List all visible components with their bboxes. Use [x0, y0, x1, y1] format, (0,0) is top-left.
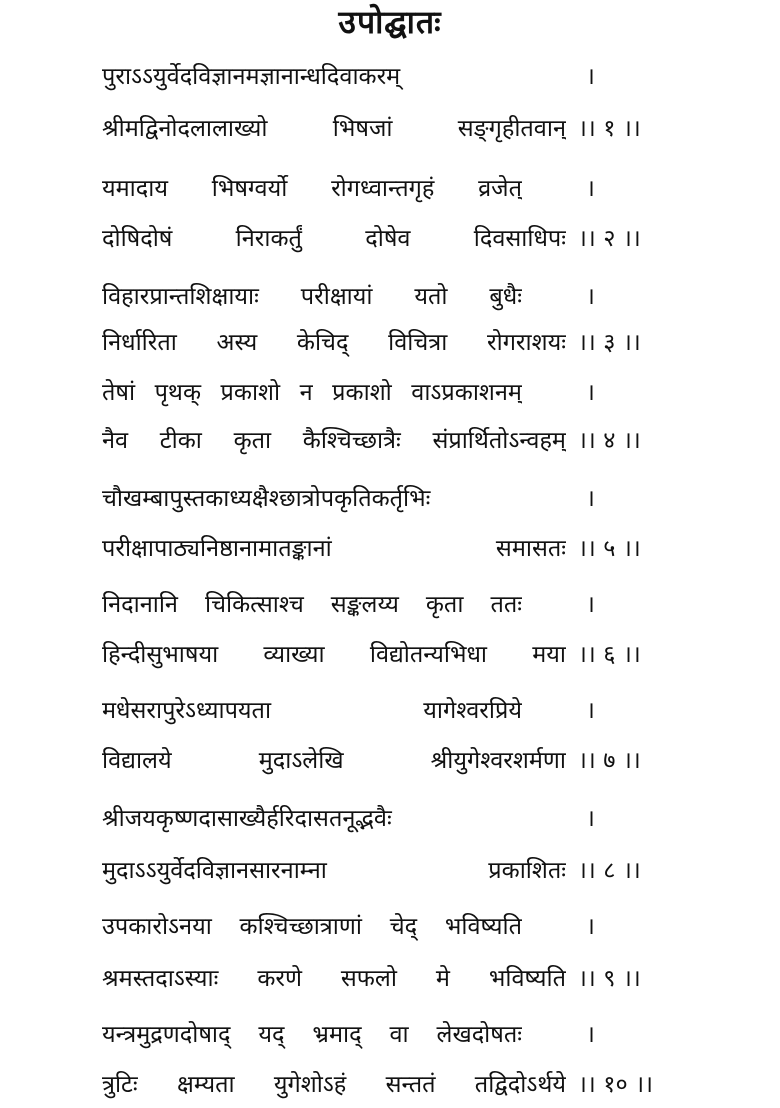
danda-mark: । — [586, 378, 595, 406]
verse-line — [102, 1064, 662, 1104]
verse-line — [102, 372, 662, 412]
verse-number: ।। ८ ।। — [578, 856, 641, 884]
verse-line — [102, 798, 662, 838]
verse-text: विद्यालये मुदाऽलेखि श्रीयुगेश्वरशर्मणा — [102, 746, 566, 774]
danda-mark: । — [586, 804, 595, 832]
danda-mark: । — [586, 282, 595, 310]
verse-line — [102, 108, 662, 148]
danda-mark: । — [586, 590, 595, 618]
verse-text: मुदाऽऽयुर्वेदविज्ञानसारनाम्ना प्रकाशितः — [102, 856, 566, 884]
verse-line — [102, 690, 662, 730]
verse-text: श्रीमद्विनोदलालाख्यो भिषजां सङ्गृहीतवान् — [102, 114, 566, 142]
verse-text: तेषां पृथक् प्रकाशो न प्रकाशो वाऽप्रकाशनम् — [102, 378, 522, 406]
verse-line — [102, 1014, 662, 1054]
verse-line — [102, 56, 662, 96]
page-title: उपोद्घातः — [338, 3, 442, 41]
danda-mark: । — [586, 484, 595, 512]
verse-text: हिन्दीसुभाषया व्याख्या विद्योतन्यभिधा मया — [102, 640, 566, 668]
verse-number: ।। २ ।। — [578, 224, 641, 252]
verse-line — [102, 906, 662, 946]
verse-text: निदानानि चिकित्साश्च सङ्कलय्य कृता ततः — [102, 590, 522, 618]
verse-text: पुराऽऽयुर्वेदविज्ञानमज्ञानान्धदिवाकरम् — [102, 62, 401, 90]
verse-line — [102, 478, 662, 518]
verse-number: ।। ३ ।। — [578, 328, 641, 356]
verse-text: यमादाय भिषग्वर्यो रोगध्वान्तगृहं व्रजेत् — [102, 174, 522, 202]
verse-text: दोषिदोषं निराकर्तुं दोषेव दिवसाधिपः — [102, 224, 566, 252]
verse-line — [102, 218, 662, 258]
verse-line — [102, 634, 662, 674]
verse-text: विहारप्रान्तशिक्षायाः परीक्षायां यतो बुधैः — [102, 282, 522, 310]
verse-line — [102, 584, 662, 624]
verse-number: ।। ९ ।। — [578, 964, 641, 992]
verse-text: श्रमस्तदाऽस्याः करणे सफलो मे भविष्यति — [102, 964, 566, 992]
verse-line — [102, 322, 662, 362]
verse-number: ।। १ ।। — [578, 114, 641, 142]
verse-line — [102, 850, 662, 890]
verse-text: नैव टीका कृता कैश्चिच्छात्रैः संप्रार्थितोऽन्वहम् — [102, 426, 566, 454]
verse-line — [102, 276, 662, 316]
verse-text: श्रीजयकृष्णदासाख्यैर्हरिदासतनूद्भवैः — [102, 804, 392, 832]
verse-number: ।। ५ ।। — [578, 534, 641, 562]
verse-line — [102, 168, 662, 208]
danda-mark: । — [586, 62, 595, 90]
verse-line — [102, 958, 662, 998]
verse-number: ।। ४ ।। — [578, 426, 641, 454]
verse-text: यन्त्रमुद्रणदोषाद् यद् भ्रमाद् वा लेखदोषतः — [102, 1020, 522, 1048]
verse-line — [102, 528, 662, 568]
verse-text: निर्धारिता अस्य केचिद् विचित्रा रोगराशयः — [102, 328, 566, 356]
verse-text: परीक्षापाठ्यनिष्ठानामातङ्कानां समासतः — [102, 534, 566, 562]
verse-line — [102, 420, 662, 460]
danda-mark: । — [586, 912, 595, 940]
verse-line — [102, 740, 662, 780]
verse-number: ।। १० ।। — [578, 1070, 654, 1098]
verse-text: उपकारोऽनया कश्चिच्छात्राणां चेद् भविष्यति — [102, 912, 522, 940]
verse-text: त्रुटिः क्षम्यता युगेशोऽहं सन्ततं तद्विदोऽर्थये — [102, 1070, 566, 1098]
verse-text: मधेसरापुरेऽध्यापयता यागेश्वरप्रिये — [102, 696, 522, 724]
verse-number: ।। ७ ।। — [578, 746, 641, 774]
danda-mark: । — [586, 1020, 595, 1048]
danda-mark: । — [586, 174, 595, 202]
verse-text: चौखम्बापुस्तकाध्यक्षैश्छात्रोपकृतिकर्तृभिः — [102, 484, 431, 512]
danda-mark: । — [586, 696, 595, 724]
verse-number: ।। ६ ।। — [578, 640, 641, 668]
